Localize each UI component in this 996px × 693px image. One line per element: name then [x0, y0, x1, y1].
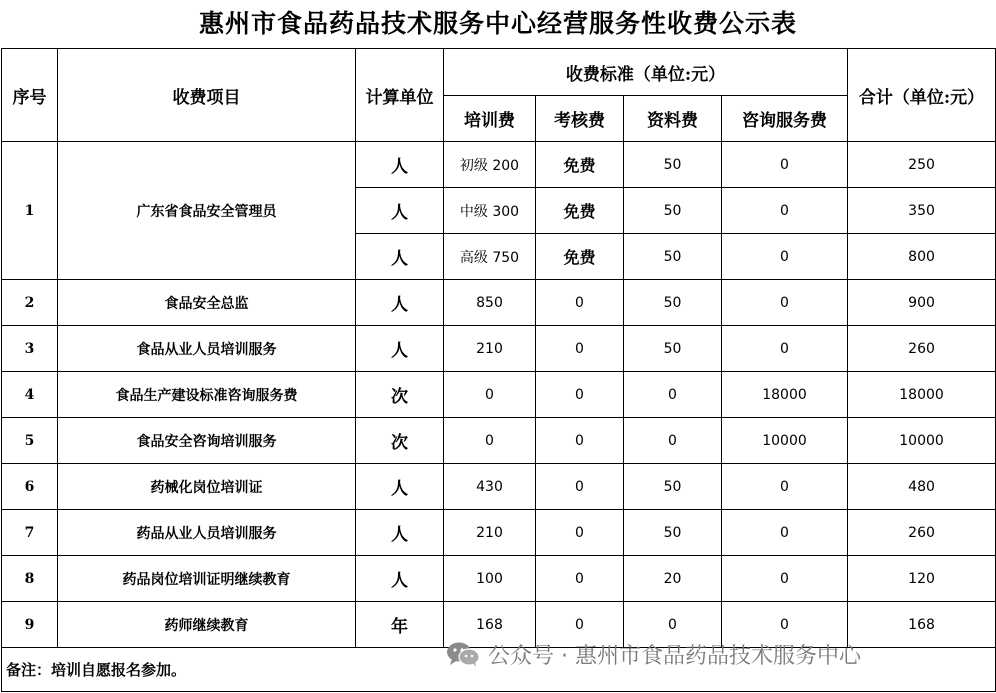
row-unit: 次	[356, 418, 444, 464]
row-item: 药品从业人员培训服务	[58, 510, 356, 556]
row-index: 5	[2, 418, 58, 464]
row-total: 800	[848, 234, 996, 280]
table-row	[2, 372, 996, 418]
row-unit: 人	[356, 142, 444, 188]
row-material: 50	[624, 188, 722, 234]
row-index: 7	[2, 510, 58, 556]
header-row-top	[2, 49, 996, 96]
header-total: 合计（单位:元）	[848, 49, 996, 142]
row-total: 350	[848, 188, 996, 234]
row-training: 168	[444, 602, 536, 648]
table-row	[2, 556, 996, 602]
row-exam: 0	[536, 326, 624, 372]
row-consult: 0	[722, 234, 848, 280]
row-unit: 人	[356, 188, 444, 234]
row-unit: 人	[356, 510, 444, 556]
row-unit: 人	[356, 280, 444, 326]
header-material: 资料费	[624, 96, 722, 142]
row-training: 高级 750	[444, 234, 536, 280]
row-exam: 0	[536, 556, 624, 602]
header-consult: 咨询服务费	[722, 96, 848, 142]
row-consult: 0	[722, 326, 848, 372]
row-exam: 0	[536, 418, 624, 464]
row-unit: 人	[356, 234, 444, 280]
row-exam: 免费	[536, 142, 624, 188]
fee-table	[1, 48, 996, 692]
row-training: 初级 200	[444, 142, 536, 188]
row-unit: 人	[356, 556, 444, 602]
row-unit: 次	[356, 372, 444, 418]
row-total: 260	[848, 510, 996, 556]
row-total: 260	[848, 326, 996, 372]
row-material: 0	[624, 602, 722, 648]
row-total: 250	[848, 142, 996, 188]
row-item: 食品生产建设标准咨询服务费	[58, 372, 356, 418]
row-material: 50	[624, 142, 722, 188]
row-training: 100	[444, 556, 536, 602]
row-unit: 人	[356, 326, 444, 372]
row-item: 药师继续教育	[58, 602, 356, 648]
row-total: 900	[848, 280, 996, 326]
row-exam: 0	[536, 280, 624, 326]
row-item: 食品从业人员培训服务	[58, 326, 356, 372]
page-title: 惠州市食品药品技术服务中心经营服务性收费公示表	[198, 9, 797, 38]
row-item: 广东省食品安全管理员	[58, 142, 356, 280]
table-row	[2, 464, 996, 510]
header-training: 培训费	[444, 96, 536, 142]
header-index: 序号	[2, 49, 58, 142]
row-item: 药品岗位培训证明继续教育	[58, 556, 356, 602]
note-text: 备注：培训自愿报名参加。	[2, 648, 996, 692]
row-exam: 0	[536, 464, 624, 510]
row-index: 6	[2, 464, 58, 510]
row-index: 1	[2, 142, 58, 280]
row-consult: 0	[722, 510, 848, 556]
row-material: 0	[624, 372, 722, 418]
row-index: 4	[2, 372, 58, 418]
table-row	[2, 418, 996, 464]
watermark-text: 公众号 · 惠州市食品药品技术服务中心	[488, 643, 861, 669]
row-consult: 0	[722, 280, 848, 326]
row-total: 480	[848, 464, 996, 510]
row-item: 食品安全咨询培训服务	[58, 418, 356, 464]
header-standard: 收费标准（单位:元）	[444, 49, 848, 96]
row-consult: 0	[722, 142, 848, 188]
row-exam: 0	[536, 372, 624, 418]
row-index: 9	[2, 602, 58, 648]
row-exam: 免费	[536, 234, 624, 280]
row-material: 50	[624, 464, 722, 510]
row-total: 18000	[848, 372, 996, 418]
watermark	[446, 634, 861, 674]
row-index: 2	[2, 280, 58, 326]
row-unit: 人	[356, 464, 444, 510]
row-material: 50	[624, 510, 722, 556]
table-row	[2, 142, 996, 188]
table-row	[2, 326, 996, 372]
row-consult: 10000	[722, 418, 848, 464]
header-item: 收费项目	[58, 49, 356, 142]
row-consult: 0	[722, 556, 848, 602]
row-index: 8	[2, 556, 58, 602]
row-total: 168	[848, 602, 996, 648]
table-row	[2, 280, 996, 326]
row-training: 中级 300	[444, 188, 536, 234]
row-material: 0	[624, 418, 722, 464]
row-training: 0	[444, 372, 536, 418]
row-consult: 0	[722, 602, 848, 648]
row-material: 50	[624, 280, 722, 326]
row-training: 0	[444, 418, 536, 464]
table-row	[2, 510, 996, 556]
row-consult: 0	[722, 464, 848, 510]
row-total: 120	[848, 556, 996, 602]
row-exam: 0	[536, 510, 624, 556]
row-training: 850	[444, 280, 536, 326]
header-unit: 计算单位	[356, 49, 444, 142]
wechat-icon	[446, 641, 480, 667]
row-training: 210	[444, 326, 536, 372]
row-exam: 免费	[536, 188, 624, 234]
row-training: 210	[444, 510, 536, 556]
row-material: 20	[624, 556, 722, 602]
row-training: 430	[444, 464, 536, 510]
row-material: 50	[624, 234, 722, 280]
row-item: 药械化岗位培训证	[58, 464, 356, 510]
row-exam: 0	[536, 602, 624, 648]
row-unit: 年	[356, 602, 444, 648]
row-item: 食品安全总监	[58, 280, 356, 326]
row-material: 50	[624, 326, 722, 372]
row-consult: 18000	[722, 372, 848, 418]
row-index: 3	[2, 326, 58, 372]
row-consult: 0	[722, 188, 848, 234]
row-total: 10000	[848, 418, 996, 464]
header-exam: 考核费	[536, 96, 624, 142]
